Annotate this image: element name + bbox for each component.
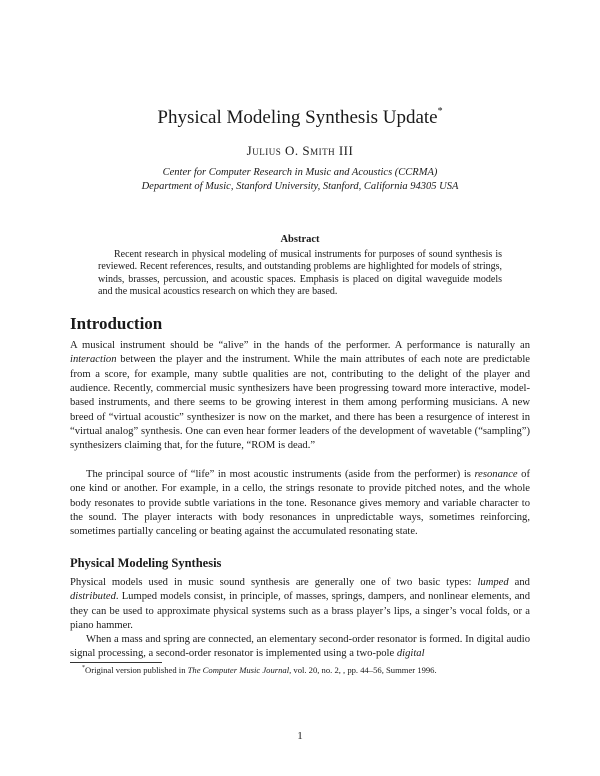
abstract-text: Recent research in physical modeling of musical instruments for purposes of sound synthesis is reviewed. Recent references, results, and outstanding problems are highlighted for models of strings, winds, brasses, percussion, and acoustic spaces. Emphasis is placed on digital waveguide models and the musical acoustics research on which they are based. (98, 249, 502, 297)
author-name: Julius O. Smith III (246, 143, 354, 158)
intro-paragraph-2: The principal source of “life” in most acoustic instruments (aside from the performer) is resonance of one kind or another. For example, in a cello, the strings resonate to provide pitched notes, and the whole body resonates to provide subtle variations in the tone. Resonance gives memory and variable character to the sound. The player interacts with body resonances in unpredictable ways, sometimes reinforcing, sometimes partially canceling or beating against the accumulated resonating state. (70, 469, 530, 538)
abstract-heading: Abstract (280, 234, 320, 245)
section-heading-physical-modeling-synthesis: Physical Modeling Synthesis (70, 556, 222, 570)
footnote: *Original version published in The Computer Music Journal, vol. 20, no. 2, , pp. 44–56, Summer 1996. (82, 665, 437, 675)
footnote-rule (70, 662, 162, 663)
affiliation-line-2: Department of Music, Stanford University, Stanford, California 94305 USA (141, 181, 459, 192)
section-heading-introduction: Introduction (70, 314, 163, 333)
page-number: 1 (297, 730, 303, 742)
intro-paragraph-1: A musical instrument should be “alive” in the hands of the performer. A performance is naturally an interaction between the player and the instrument. While the main attributes of each note are predictable from a score, for example, many subtle qualities are not, contributing to the delight of the player and audience. Recently, commercial music synthesizers have been progressing toward more interactive, model-based instruments, and there seems to be growing interest in them among performing musicians. A new breed of “virtual acoustic” synthesizer is now on the market, and there has been a resurgence of interest in “virtual analog” synthesis. One can even hear former leaders of the development of wavetable (“sampling”) synthesizers claiming that, for the future, “ROM is dead.” (70, 340, 530, 452)
paper-title: Physical Modeling Synthesis Update* (157, 106, 443, 128)
affiliation-line-1: Center for Computer Research in Music and Acoustics (CCRMA) (162, 167, 438, 178)
pms-paragraph-2: When a mass and spring are connected, an elementary second-order resonator is formed. In digital audio signal processing, a second-order resonator is implemented using a two-pole digital (70, 634, 530, 660)
pms-paragraph-1: Physical models used in music sound synthesis are generally one of two basic types: lumped and distributed. Lumped models consist, in principle, of masses, springs, dampers, and nonlinear elements, and they can be used to approximate physical systems such as a brass player’s lips, a singer’s vocal folds, or a piano hammer. (70, 577, 530, 632)
title-footnote-mark: * (437, 106, 443, 117)
